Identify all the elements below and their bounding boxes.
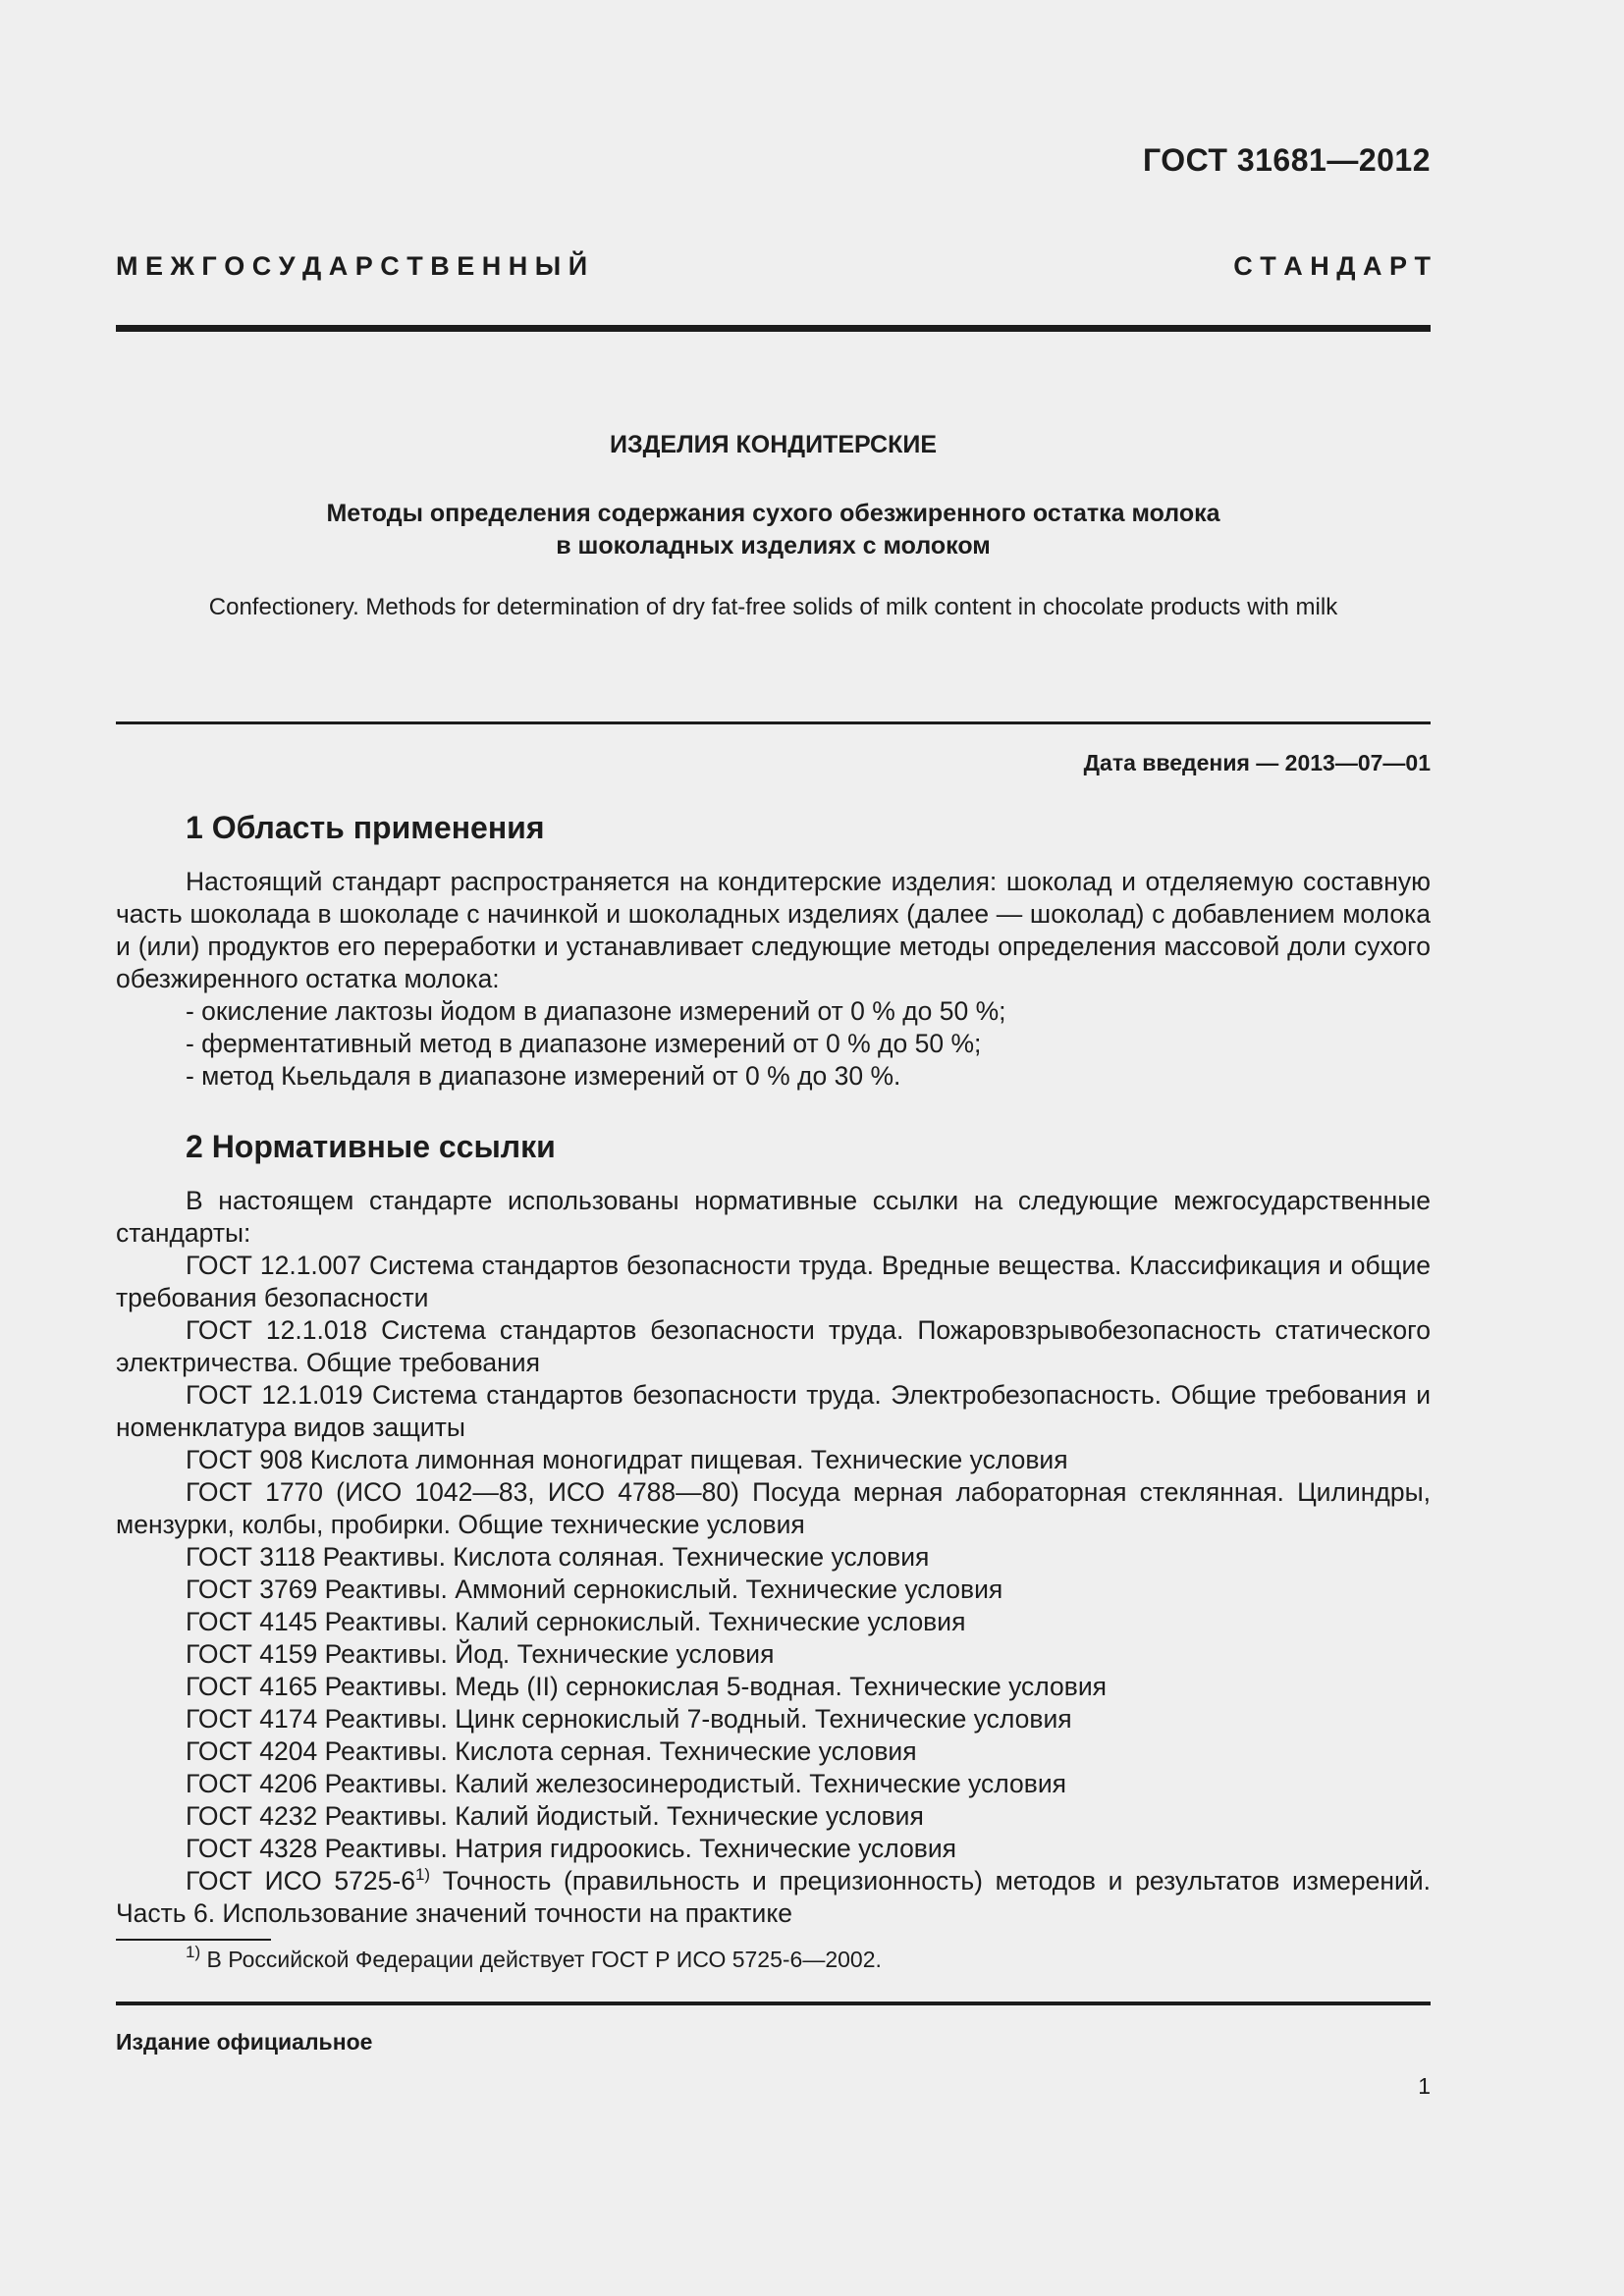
document-subtitle [116,498,1431,562]
interstate-standard-banner [116,251,1431,282]
reference-item: ГОСТ 4232 Реактивы. Калий йодистый. Технические условия [186,1801,924,1831]
footer-rule [116,2002,1431,2005]
list-item: - ферментативный метод в диапазоне измерений от 0 % до 50 %; [186,1029,982,1058]
list-item: - окисление лактозы йодом в диапазоне измерений от 0 % до 50 %; [186,996,1006,1026]
official-edition-label: Издание официальное [116,2029,373,2055]
reference-item: ГОСТ 4165 Реактивы. Медь (II) сернокислая 5-водная. Технические условия [186,1672,1107,1701]
reference-item: ГОСТ 908 Кислота лимонная моногидрат пищевая. Технические условия [186,1445,1068,1474]
reference-item: ГОСТ 4159 Реактивы. Йод. Технические условия [186,1639,775,1669]
reference-item: ГОСТ 12.1.007 Система стандартов безопасности труда. Вредные вещества. Классификация и общие требования безопасности [116,1251,1431,1312]
introduction-date: Дата введения — 2013—07—01 [1083,750,1431,775]
reference-item: ГОСТ 4204 Реактивы. Кислота серная. Технические условия [186,1736,917,1766]
reference-item: ГОСТ 4145 Реактивы. Калий сернокислый. Технические условия [186,1607,966,1636]
reference-item: ГОСТ 3118 Реактивы. Кислота соляная. Технические условия [186,1542,930,1572]
english-title: Confectionery. Methods for determination of dry fat-free solids of milk content in chocolate products with milk [208,594,1338,620]
banner-word-interstate: М Е Ж Г О С У Д А Р С Т В Е Н Н Ы Й [116,251,588,281]
reference-item: ГОСТ 4206 Реактивы. Калий железосинеродистый. Технические условия [186,1769,1066,1798]
reference-item: ГОСТ 12.1.019 Система стандартов безопасности труда. Электробезопасность. Общие требования и номенклатура видов защиты [116,1380,1431,1442]
standard-number: ГОСТ 31681—2012 [1142,142,1431,178]
reference-item: ГОСТ 3769 Реактивы. Аммоний сернокислый. Технические условия [186,1575,1003,1604]
section-2-heading: 2 Нормативные ссылки [186,1129,556,1164]
section-1-heading: 1 Область применения [186,810,545,845]
banner-word-standard: С Т А Н Д А Р Т [1233,251,1431,281]
title-rule [116,721,1431,724]
reference-text: Точность (правильность и прецизионность) методов и результатов измерений. Часть 6. Использование значений точности на практике [116,1866,1431,1928]
footnote-rule [116,1939,271,1941]
list-item: - метод Кьельдаля в диапазоне измерений от 0 % до 30 %. [186,1061,901,1091]
reference-item: ГОСТ 4174 Реактивы. Цинк сернокислый 7-водный. Технические условия [186,1704,1072,1734]
section-2-body [116,1185,1431,1930]
reference-item: ГОСТ 12.1.018 Система стандартов безопасности труда. Пожаровзрывобезопасность статического электричества. Общие требования [116,1315,1431,1377]
footnote-reference-mark: 1) [414,1865,431,1884]
page-number: 1 [1418,2073,1431,2099]
header-rule [116,325,1431,332]
subtitle-line-2: в шоколадных изделиях с молоком [556,532,991,560]
document-title: ИЗДЕЛИЯ КОНДИТЕРСКИЕ [609,431,938,458]
section-1-paragraph: Настоящий стандарт распространяется на кондитерские изделия: шоколад и отделяемую составную часть шоколада в шоколаде с начинкой и шоколадных изделиях (далее — шоколад) с добавлением молока и (или) продуктов его переработки и устанавливает следующие методы определения массовой доли сухого обезжиренного остатка молока: [116,867,1431,993]
reference-item: ГОСТ 1770 (ИСО 1042—83, ИСО 4788—80) Посуда мерная лабораторная стеклянная. Цилиндры, мензурки, колбы, пробирки. Общие технические условия [116,1477,1431,1539]
reference-item: ГОСТ 4328 Реактивы. Натрия гидроокись. Технические условия [186,1834,957,1863]
section-1-body [116,866,1431,1093]
section-2-intro: В настоящем стандарте использованы нормативные ссылки на следующие межгосударственные стандарты: [116,1186,1431,1248]
footnote [186,1943,882,1973]
subtitle-line-1: Методы определения содержания сухого обезжиренного остатка молока [326,500,1220,527]
reference-code: ГОСТ ИСО 5725-6 [186,1866,415,1896]
footnote-mark: 1) [186,1943,201,1961]
reference-item-iso [116,1865,1431,1930]
footnote-text: В Российской Федерации действует ГОСТ Р ИСО 5725-6—2002. [206,1947,882,1972]
